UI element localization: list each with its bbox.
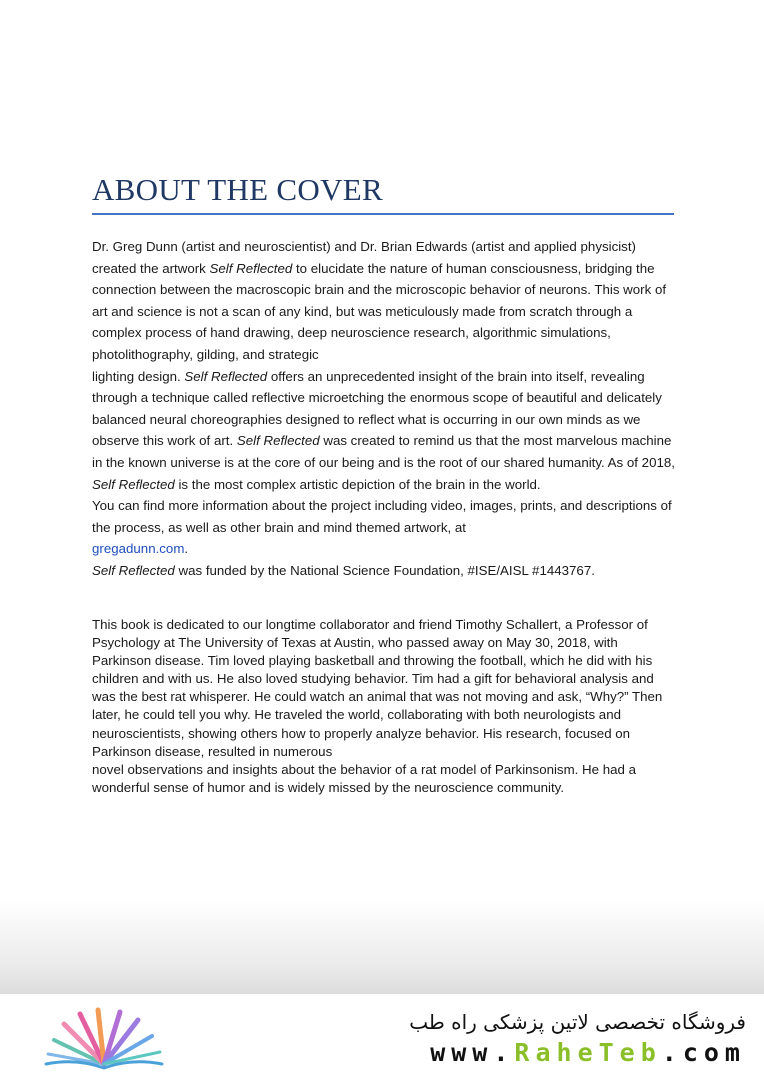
artwork-title: Self Reflected: [92, 562, 175, 578]
dedication-paragraph: This book is dedicated to our longtime collaborator and friend Timothy Schallert, a Professor of Psychology at The University of Texas at Austin, who passed away on May 30, 2018, with Parkinson disease. Tim loved playing basketball and throwing the football, which he did with his children and with us. He also loved studying behavior. Tim had a gift for behavioral analysis and was the best rat whisperer. He could watch an animal that was not moving and ask, “Why?” Then later, he could tell you why. He traveled the world, collaborating with both neurologists and neuroscientists, showing others how to properly analyze behavior. His research, focused on Parkinson disease, resulted in numerous: [92, 617, 663, 759]
cover-paragraph: Dr. Greg Dunn (artist and neuroscientist) and Dr. Brian Edwards (artist and applied physicist) created the artwork Self Reflected to elucidate the nature of human consciousness, bridging the connection between the macroscopic brain and the microscopic behavior of neurons. This work of art and science is not a scan of any kind, but was meticulously made from scratch through a complex process of hand drawing, deep neuroscience research, algorithmic simulations, photolithography, gilding, and strategic: [92, 239, 667, 362]
artwork-title: Self Reflected: [184, 368, 268, 384]
open-book-fan-icon: [40, 1002, 168, 1074]
dedication-text: [92, 616, 677, 797]
artwork-title: Self Reflected: [209, 260, 293, 276]
page-bottom-shadow: [0, 900, 764, 1000]
store-url: www.RaheTeb.com: [430, 1038, 746, 1067]
artwork-title: Self Reflected: [92, 476, 175, 492]
funding-paragraph: Self Reflected was funded by the National Science Foundation, #ISE/AISL #1443767.: [92, 562, 595, 578]
dedication-paragraph-cont: novel observations and insights about the behavior of a rat model of Parkinsonism. He had a wonderful sense of humor and is widely missed by the neuroscience community.: [92, 761, 637, 795]
page-title: ABOUT THE COVER: [92, 172, 383, 207]
heading-underline: [92, 213, 674, 215]
website-link[interactable]: gregadunn.com: [92, 541, 185, 557]
store-name: فروشگاه تخصصی لاتین پزشکی راه طب: [409, 1010, 746, 1034]
more-info-paragraph: You can find more information about the project including video, images, prints, and descriptions of the process, as well as other brain and mind themed artwork, at gregadunn.com.: [92, 498, 672, 557]
artwork-title: Self Reflected: [236, 433, 320, 449]
store-watermark-banner: [0, 994, 764, 1080]
cover-paragraph-cont: lighting design. Self Reflected offers an unprecedented insight of the brain into itself, revealing through a technique called reflective microetching the enormous scope of beautiful and delicately balanced neural choreographies designed to reflect what is occurring in our own minds as we observe this work of art. Self Reflected was created to remind us that the most marvelous machine in the known universe is at the core of our being and is the root of our shared humanity. As of 2018, Self Reflected is the most complex artistic depiction of the brain in the world.: [92, 368, 675, 492]
about-cover-text: [92, 236, 677, 582]
store-brand: RaheTeb: [514, 1038, 662, 1067]
